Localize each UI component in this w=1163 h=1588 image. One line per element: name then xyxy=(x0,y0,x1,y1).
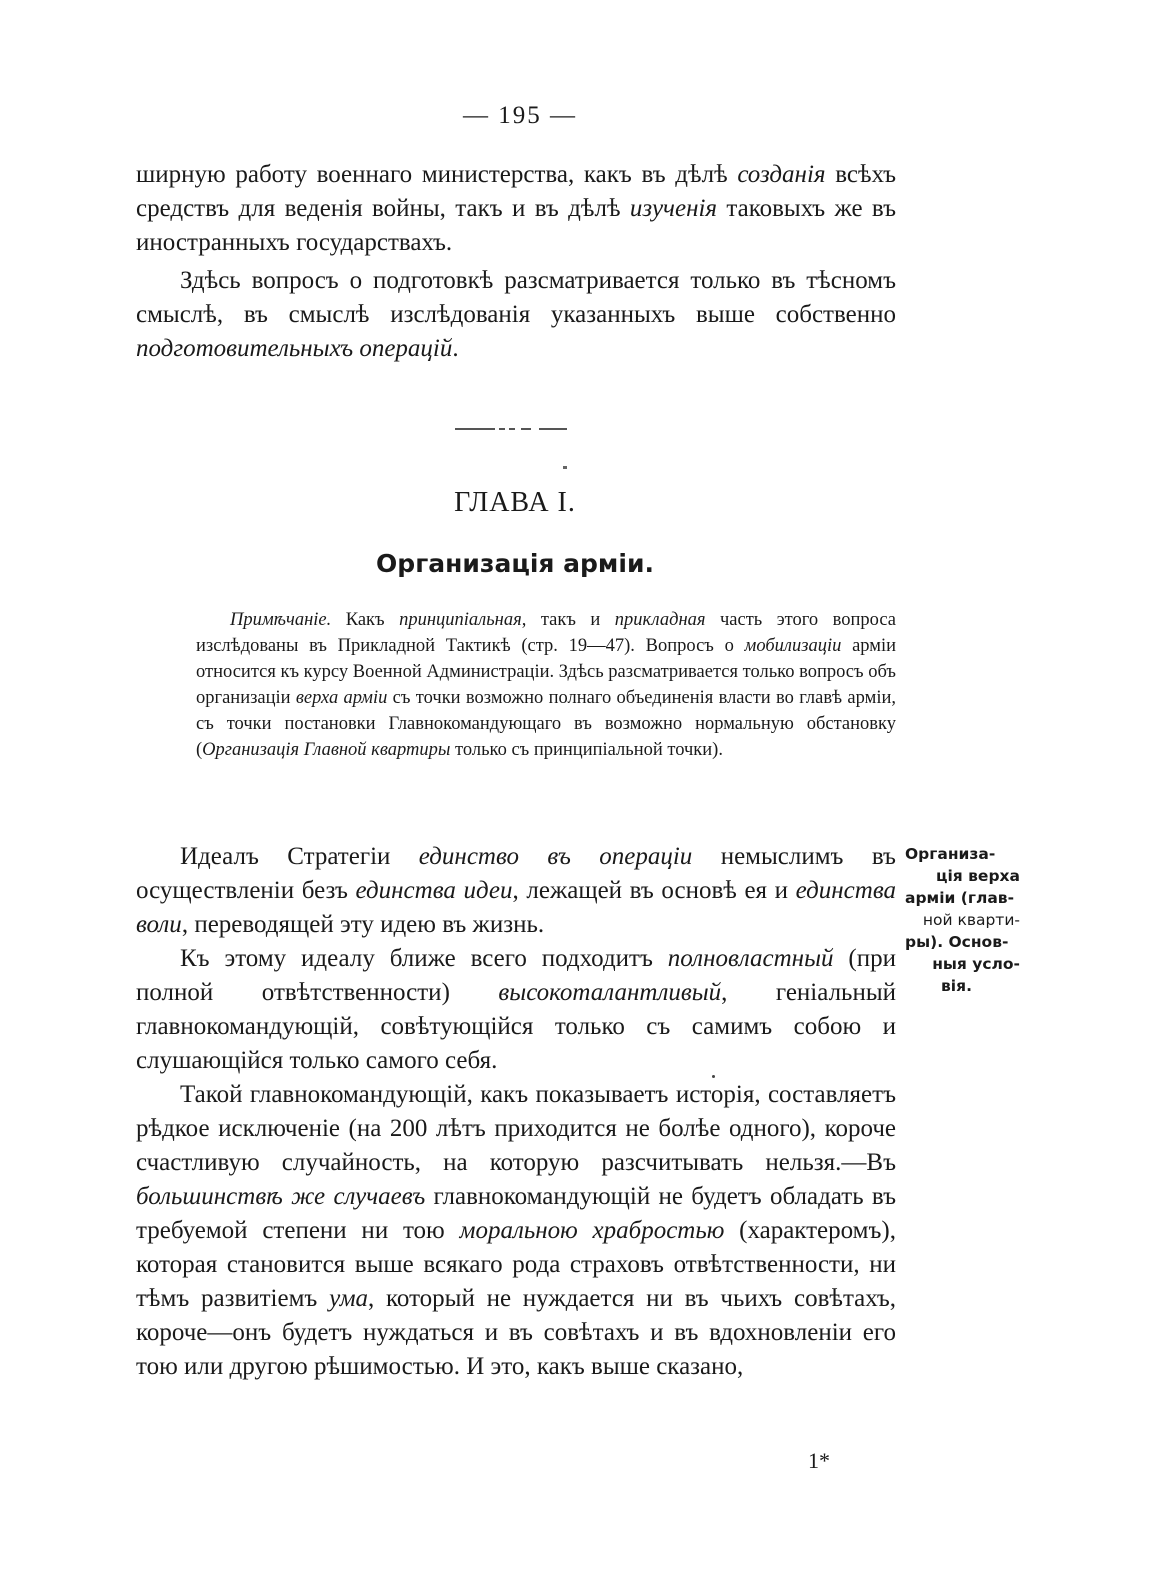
italic-run: моральною храбростью xyxy=(459,1217,725,1244)
text-run: Такой главнокомандующій, какъ показываетъ исторія, составляетъ рѣдкое исключеніе (на 200 лѣтъ приходится не болѣе одного), короче счастливую случайность, на которую разсчитывать нельзя.—Въ xyxy=(136,1081,896,1176)
text-run: часть этого вопроса изслѣдованы въ Прикладной Тактикѣ (стр. 19—47). Вопросъ о xyxy=(196,610,896,656)
text-run: таковыхъ же въ иностранныхъ государствахъ. xyxy=(136,195,896,256)
text-run: ширную работу военнаго министерства, какъ въ дѣлѣ xyxy=(136,161,738,188)
footnote-remark xyxy=(196,607,896,763)
paragraph xyxy=(136,942,896,1078)
text-run: арміи относится къ курсу Военной Администраціи. Здѣсь разсматривается только вопросъ объ организаціи xyxy=(196,636,896,708)
italic-run: единство въ операціи xyxy=(418,843,693,870)
margin-note-line: ной кварти- xyxy=(922,911,1020,929)
text-run: , лежащей въ основѣ ея и xyxy=(512,877,796,904)
section-title: Организація арміи. xyxy=(376,549,654,578)
paragraph xyxy=(136,264,896,366)
margin-note-line: Организа- xyxy=(905,845,996,863)
intro-text xyxy=(136,158,896,366)
text-run: немыслимъ въ осуществленіи безъ xyxy=(136,843,896,904)
paragraph xyxy=(136,840,896,942)
text-run: , переводящей эту идею въ жизнь. xyxy=(181,911,545,938)
text-run: только съ принципіальной точки). xyxy=(450,740,723,760)
text-run: съ точки возможно полнаго объединенія власти во главѣ арміи, съ точки постановки Главнокомандующаго въ возможно нормальную обстановку ( xyxy=(196,688,896,760)
chapter-heading: ГЛАВА I. xyxy=(454,487,576,518)
italic-run: созданія xyxy=(737,161,826,188)
paragraph xyxy=(136,1078,896,1384)
text-run: Какъ xyxy=(331,610,400,630)
margin-note-line: ры). Основ- xyxy=(905,933,1009,951)
text-run: , который не нуждается ни въ чьихъ совѣтахъ, короче—онъ будетъ нуждаться и въ совѣтахъ и въ вдохновленіи его тою или другою рѣшимостью. И это, какъ выше сказано, xyxy=(136,1285,896,1380)
text-run: (при полной отвѣтственности) xyxy=(136,945,896,1006)
text-run: . xyxy=(452,335,459,362)
text-run: Къ этому идеалу ближе всего подходитъ xyxy=(180,945,668,972)
italic-run: высокоталантливый xyxy=(498,979,722,1006)
text-run: (характеромъ), которая становится выше всякаго рода страховъ отвѣтственности, ни тѣмъ развитіемъ xyxy=(136,1217,896,1312)
main-text xyxy=(136,840,896,1384)
section-divider xyxy=(455,418,570,424)
italic-run: мобилизаціи xyxy=(744,636,842,656)
margin-note-line: вія. xyxy=(941,977,972,995)
italic-run: Организація Главной квартиры xyxy=(202,740,451,760)
italic-run: единства воли xyxy=(136,877,897,938)
paragraph xyxy=(136,158,896,260)
signature-mark: 1* xyxy=(808,1448,830,1473)
italic-run: изученія xyxy=(629,195,718,222)
italic-run: прикладная xyxy=(614,610,706,630)
margin-note-line: арміи (глав- xyxy=(905,889,1015,907)
italic-run: принципіальная xyxy=(399,610,522,630)
italic-run: большинствѣ же случаевъ xyxy=(136,1183,426,1210)
text-run: Идеалъ Стратегіи xyxy=(180,843,419,870)
margin-note xyxy=(905,843,1020,997)
margin-note-line: ція верха xyxy=(935,867,1020,885)
text-run: , геніальный главнокомандующій, совѣтующійся только съ самимъ собою и слушающійся только самого себя. xyxy=(136,979,897,1074)
italic-run: ума xyxy=(329,1285,369,1312)
italic-run: полновластный xyxy=(667,945,834,972)
text-run: всѣхъ средствъ для веденія войны, такъ и въ дѣлѣ xyxy=(136,161,896,222)
note-lead: Примѣчаніе. xyxy=(230,610,332,630)
italic-run: подготовительныхъ операцій xyxy=(136,335,453,362)
italic-run: верха арміи xyxy=(295,688,388,708)
margin-note-line: ныя усло- xyxy=(932,955,1020,973)
print-speck xyxy=(712,1075,715,1078)
text-run: , такъ и xyxy=(521,610,615,630)
text-run: главнокомандующій не будетъ обладать въ требуемой степени ни тою xyxy=(136,1183,896,1244)
print-mark xyxy=(563,466,567,469)
text-run: Здѣсь вопросъ о подготовкѣ разсматривается только въ тѣсномъ смыслѣ, въ смыслѣ изслѣдованія указанныхъ выше собственно xyxy=(136,267,896,328)
italic-run: единства идеи xyxy=(355,877,513,904)
page-number: — 195 — xyxy=(463,102,577,129)
